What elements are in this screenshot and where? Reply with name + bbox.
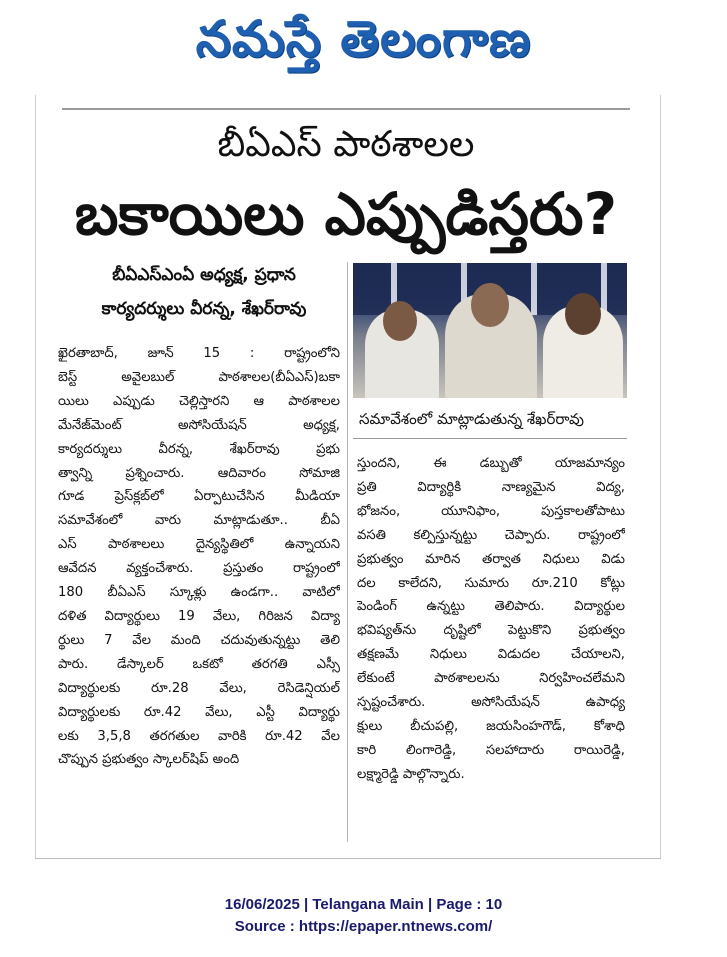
body-text-line: లేకుంటే పాఠశాలలను నిర్వహించలేమని bbox=[357, 671, 625, 687]
body-text-line: చొప్పున ప్రభుత్వం స్కాలర్‌షిప్ అంది bbox=[58, 752, 240, 768]
body-text-line: ఎస్ పాఠశాలలు దైన్యస్థితిలో ఉన్నాయని bbox=[58, 537, 340, 553]
body-text-line: తక్షణమే నిధులు విడుదల చేయాలని, bbox=[357, 647, 625, 663]
body-text-line: లకు 3,5,8 తరగతుల వారికి రూ.42 వేల bbox=[58, 728, 340, 744]
photo-caption: సమావేశంలో మాట్లాడుతున్న శేఖర్‌రావు bbox=[359, 410, 584, 428]
footer-edition-info: 16/06/2025 | Telangana Main | Page : 10 bbox=[224, 896, 503, 913]
body-text-line: కారి లింగారెడ్డి, సలహాదారు రాయిరెడ్డి, bbox=[357, 742, 625, 758]
body-text-line: లక్ష్మారెడ్డి పాల్గొన్నారు. bbox=[357, 766, 465, 782]
body-text-line: కార్యదర్శులు వీరన్న, శేఖర్‌రావు ప్రభు bbox=[58, 441, 340, 457]
body-text-line: విద్యార్థులకు రూ.28 వేలు, రెసిడెన్షియల్ bbox=[58, 680, 340, 696]
body-text-line: త్వాన్ని ప్రశ్నించారు. ఆదివారం సోమాజి bbox=[58, 465, 340, 481]
body-text-line: యిలు ఎప్పుడు చెల్లిస్తారని ఆ పాఠశాలల bbox=[58, 393, 340, 409]
body-text-line: గూడ ప్రెస్‌క్లబ్‌లో ఏర్పాటుచేసిన మీడియా bbox=[58, 489, 340, 505]
footer-source: Source : https://epaper.ntnews.com/ bbox=[234, 918, 493, 935]
body-text-line: ఖైరతాబాద్, జూన్ 15 : రాష్ట్రంలోని bbox=[58, 346, 340, 361]
subhead-line: బీఏఎస్ఎంఏ అధ్యక్ష, ప్రధాన bbox=[112, 265, 296, 285]
body-text-line: 180 బీఏఎస్ స్కూళ్లు ఉండగా.. వాటిలో bbox=[58, 585, 340, 601]
body-text-line: సమావేశంలో వారు మాట్లాడుతూ.. బీఏ bbox=[58, 513, 340, 529]
article-subhead bbox=[62, 258, 346, 326]
photo-person-head bbox=[383, 301, 417, 341]
body-text-line: ర్థులు 7 వేల మంది చదువుతున్నట్టు తెలి bbox=[58, 632, 340, 648]
top-divider bbox=[62, 108, 630, 110]
body-text-line: పెండింగ్ ఉన్నట్టు తెలిపారు. విద్యార్థుల bbox=[357, 599, 625, 615]
body-text-line: ప్రతి విద్యార్థికి నాణ్యమైన విద్య, bbox=[357, 479, 625, 495]
body-text-line: పారు. డేస్కాలర్ ఒకటో తరగతి ఎస్సీ bbox=[58, 656, 340, 672]
body-text-line: స్పష్టంచేశారు. అసోసియేషన్ ఉపాధ్య bbox=[357, 695, 625, 711]
body-text-line: దల కాలేదని, సుమారు రూ.210 కోట్లు bbox=[357, 575, 625, 591]
photo-person-head bbox=[565, 293, 601, 335]
body-text-line: వసతి కల్పిస్తున్నట్టు చెప్పారు. రాష్ట్రంలో bbox=[357, 527, 625, 543]
body-text-line: భోజనం, యూనిఫాం, పుస్తకాలతోపాటు bbox=[357, 503, 625, 519]
body-text-line: ఆవేదన వ్యక్తంచేశారు. ప్రస్తుతం రాష్ట్రంలో bbox=[58, 561, 340, 577]
caption-divider bbox=[353, 438, 627, 439]
article-headline: బకాయిలు ఎప్పుడిస్తరు? bbox=[74, 180, 618, 248]
article-body-right bbox=[357, 452, 625, 787]
body-text-line: ప్రభుత్వం మారిన తర్వాత నిధులు విడు bbox=[357, 551, 625, 567]
body-text-line: మేనేజ్‌మెంట్ అసోసియేషన్ అధ్యక్ష, bbox=[58, 417, 340, 433]
article-body-left bbox=[58, 342, 340, 772]
body-text-line: విద్యార్థులకు రూ.42 వేలు, ఎస్టీ విద్యార్థు bbox=[58, 704, 340, 720]
subhead-line: కార్యదర్శులు వీరన్న, శేఖర్‌రావు bbox=[101, 299, 307, 319]
column-divider bbox=[347, 262, 348, 842]
body-text-line: క్షులు బీచుపల్లి, జయసింహగౌడ్, కోశాధి bbox=[357, 718, 625, 734]
masthead-logo: నమస్తే తెలంగాణ bbox=[195, 10, 532, 68]
body-text-line: దళిత విద్యార్థులు 19 వేలు, గిరిజన విద్యా bbox=[58, 608, 340, 624]
body-text-line: బెస్ట్ అవైలబుల్ పాఠశాలల(బీఏఎస్)బకా bbox=[58, 369, 340, 385]
body-text-line: భవిష్యత్‌ను దృష్టిలో పెట్టుకొని ప్రభుత్వం bbox=[357, 623, 625, 639]
article-photo bbox=[353, 263, 627, 398]
photo-person-head bbox=[471, 283, 509, 327]
body-text-line: స్తుందని, ఈ డబ్బుతో యాజమాన్యం bbox=[357, 456, 625, 471]
article-kicker: బీఏఎస్ పాఠశాలల bbox=[217, 124, 475, 165]
